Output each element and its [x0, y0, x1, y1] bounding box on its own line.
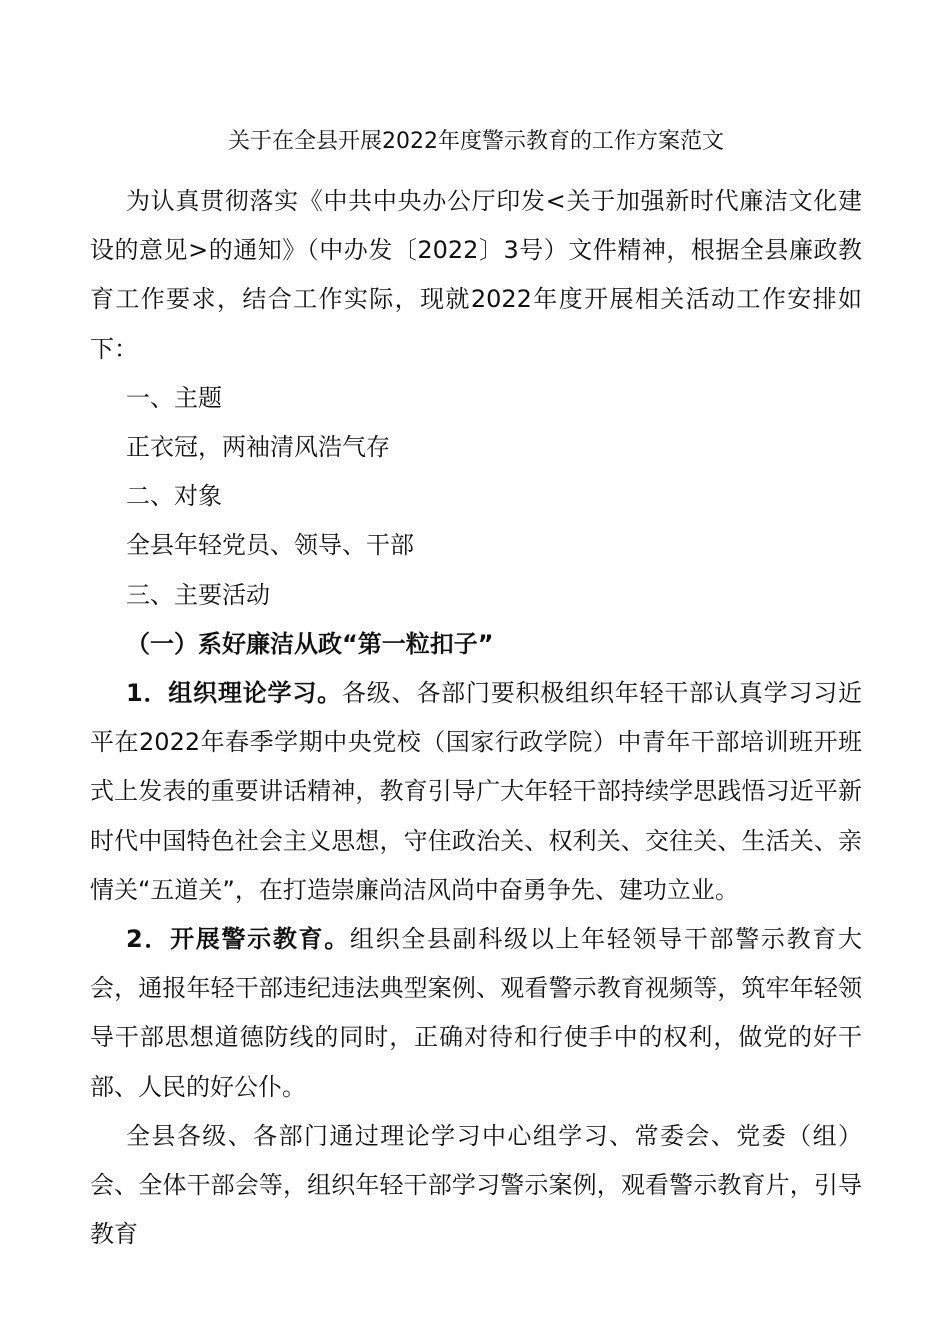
document-title: 关于在全县开展2022年度警示教育的工作方案范文 [228, 129, 724, 154]
theme-text: 正衣冠，两袖清风浩气存 [126, 433, 390, 462]
target-text: 全县年轻党员、领导、干部 [126, 531, 414, 560]
section-heading-theme: 一、主题 [126, 383, 222, 412]
document-body [90, 177, 862, 1259]
item-theory-study [90, 669, 862, 915]
item-theory-study-lead: 1．组织理论学习。 [126, 679, 342, 708]
item-warning-education-lead: 2．开展警示教育。 [126, 925, 350, 954]
item-warning-education-text: 组织全县副科级以上年轻领导干部警示教育大会，通报年轻干部违纪违法典型案例、观看警示教育视频等，筑牢年轻领导干部思想道德防线的同时，正确对待和行使手中的权利，做党的好干部、人民的好公仆。 [90, 925, 862, 1101]
last-paragraph: 全县各级、各部门通过理论学习中心组学习、常委会、党委（组）会、全体干部会等，组织年轻干部学习警示案例，观看警示教育片，引导教育 [90, 1121, 862, 1249]
item-warning-education [90, 915, 862, 1112]
intro-paragraph: 为认真贯彻落实《中共中央办公厅印发<关于加强新时代廉洁文化建设的意见>的通知》（中办发〔2022〕3号）文件精神，根据全县廉政教育工作要求，结合工作实际，现就2022年度开展相关活动工作安排如下： [90, 187, 862, 363]
section-heading-activities: 三、主要活动 [126, 580, 270, 609]
section-heading-target: 二、对象 [126, 482, 222, 511]
item-theory-study-text: 各级、各部门要积极组织年轻干部认真学习习近平在2022年春季学期中央党校（国家行政学院）中青年干部培训班开班式上发表的重要讲话精神，教育引导广大年轻干部持续学思践悟习近平新时代中国特色社会主义思想，守住政治关、权利关、交往关、生活关、亲情关“五道关”，在打造崇廉尚洁风尚中奋勇争先、建功立业。 [90, 679, 863, 904]
sub-heading-first-button: （一）系好廉洁从政“第一粒扣子” [126, 629, 494, 658]
